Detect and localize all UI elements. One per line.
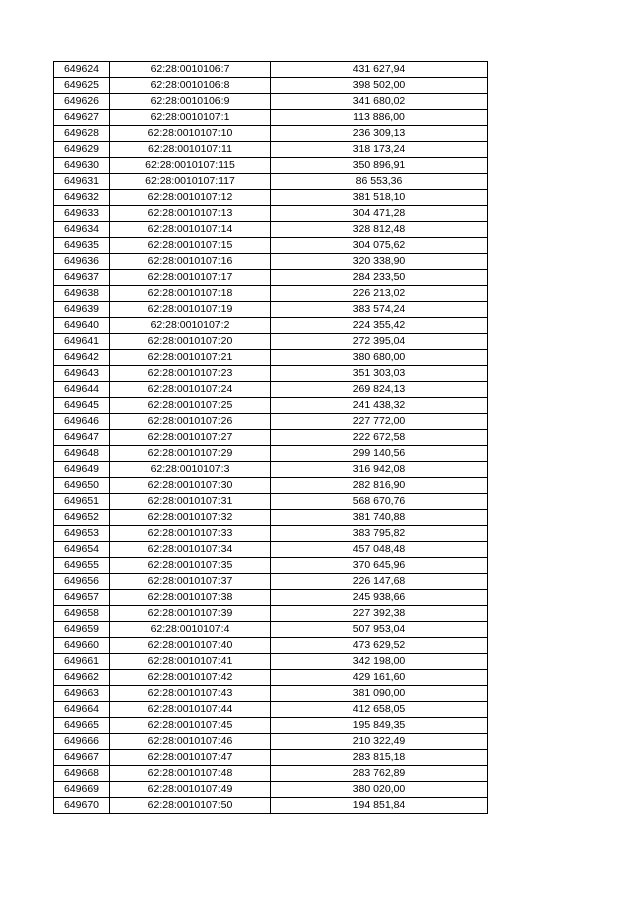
table-row (54, 478, 488, 494)
cadastral-number-cell: 62:28:0010107:25 (110, 398, 271, 414)
row-id-cell: 649647 (54, 430, 110, 446)
cadastral-value-cell: 224 355,42 (271, 318, 488, 334)
table-row (54, 302, 488, 318)
cadastral-value-cell: 195 849,35 (271, 718, 488, 734)
table-row (54, 78, 488, 94)
cadastral-number-cell: 62:28:0010107:41 (110, 654, 271, 670)
cadastral-number-cell: 62:28:0010107:50 (110, 798, 271, 814)
row-id-cell: 649653 (54, 526, 110, 542)
cadastral-number-cell: 62:28:0010107:40 (110, 638, 271, 654)
cadastral-number-cell: 62:28:0010107:10 (110, 126, 271, 142)
row-id-cell: 649636 (54, 254, 110, 270)
table-row (54, 350, 488, 366)
table-row (54, 606, 488, 622)
table-row (54, 590, 488, 606)
row-id-cell: 649667 (54, 750, 110, 766)
cadastral-value-cell: 304 075,62 (271, 238, 488, 254)
row-id-cell: 649634 (54, 222, 110, 238)
table-row (54, 798, 488, 814)
cadastral-number-cell: 62:28:0010107:49 (110, 782, 271, 798)
cadastral-number-cell: 62:28:0010107:18 (110, 286, 271, 302)
table-row (54, 734, 488, 750)
cadastral-value-cell: 398 502,00 (271, 78, 488, 94)
table-row (54, 750, 488, 766)
cadastral-value-cell: 507 953,04 (271, 622, 488, 638)
cadastral-value-cell: 316 942,08 (271, 462, 488, 478)
cadastral-value-cell: 269 824,13 (271, 382, 488, 398)
table-row (54, 238, 488, 254)
cadastral-number-cell: 62:28:0010107:15 (110, 238, 271, 254)
cadastral-number-cell: 62:28:0010106:8 (110, 78, 271, 94)
cadastral-number-cell: 62:28:0010107:33 (110, 526, 271, 542)
cadastral-value-cell: 342 198,00 (271, 654, 488, 670)
cadastral-value-cell: 283 762,89 (271, 766, 488, 782)
row-id-cell: 649629 (54, 142, 110, 158)
row-id-cell: 649640 (54, 318, 110, 334)
cadastral-value-cell: 568 670,76 (271, 494, 488, 510)
cadastral-value-cell: 210 322,49 (271, 734, 488, 750)
cadastral-number-cell: 62:28:0010106:9 (110, 94, 271, 110)
cadastral-number-cell: 62:28:0010107:23 (110, 366, 271, 382)
cadastral-number-cell: 62:28:0010107:19 (110, 302, 271, 318)
row-id-cell: 649657 (54, 590, 110, 606)
cadastral-value-cell: 86 553,36 (271, 174, 488, 190)
cadastral-value-cell: 320 338,90 (271, 254, 488, 270)
cadastral-value-cell: 350 896,91 (271, 158, 488, 174)
cadastral-number-cell: 62:28:0010107:11 (110, 142, 271, 158)
cadastral-value-cell: 341 680,02 (271, 94, 488, 110)
row-id-cell: 649638 (54, 286, 110, 302)
cadastral-number-cell: 62:28:0010107:39 (110, 606, 271, 622)
cadastral-number-cell: 62:28:0010107:29 (110, 446, 271, 462)
row-id-cell: 649628 (54, 126, 110, 142)
table-row (54, 190, 488, 206)
cadastral-value-cell: 318 173,24 (271, 142, 488, 158)
cadastral-value-cell: 284 233,50 (271, 270, 488, 286)
table-row (54, 654, 488, 670)
cadastral-number-cell: 62:28:0010107:4 (110, 622, 271, 638)
table-row (54, 718, 488, 734)
cadastral-value-cell: 473 629,52 (271, 638, 488, 654)
row-id-cell: 649651 (54, 494, 110, 510)
cadastral-number-cell: 62:28:0010107:32 (110, 510, 271, 526)
cadastral-number-cell: 62:28:0010107:117 (110, 174, 271, 190)
cadastral-number-cell: 62:28:0010107:115 (110, 158, 271, 174)
table-row (54, 414, 488, 430)
cadastral-number-cell: 62:28:0010107:24 (110, 382, 271, 398)
cadastral-value-cell: 272 395,04 (271, 334, 488, 350)
row-id-cell: 649656 (54, 574, 110, 590)
row-id-cell: 649666 (54, 734, 110, 750)
cadastral-number-cell: 62:28:0010107:37 (110, 574, 271, 590)
cadastral-value-cell: 299 140,56 (271, 446, 488, 462)
cadastral-value-cell: 383 795,82 (271, 526, 488, 542)
cadastral-value-cell: 227 772,00 (271, 414, 488, 430)
row-id-cell: 649655 (54, 558, 110, 574)
cadastral-number-cell: 62:28:0010107:45 (110, 718, 271, 734)
row-id-cell: 649642 (54, 350, 110, 366)
row-id-cell: 649643 (54, 366, 110, 382)
row-id-cell: 649644 (54, 382, 110, 398)
cadastral-value-cell: 412 658,05 (271, 702, 488, 718)
cadastral-number-cell: 62:28:0010107:14 (110, 222, 271, 238)
table-row (54, 670, 488, 686)
cadastral-number-cell: 62:28:0010107:46 (110, 734, 271, 750)
row-id-cell: 649624 (54, 62, 110, 78)
table-row (54, 206, 488, 222)
table-row (54, 366, 488, 382)
cadastral-value-cell: 113 886,00 (271, 110, 488, 126)
row-id-cell: 649650 (54, 478, 110, 494)
table-row (54, 382, 488, 398)
table-row (54, 494, 488, 510)
table-row (54, 62, 488, 78)
cadastral-value-cell: 241 438,32 (271, 398, 488, 414)
row-id-cell: 649659 (54, 622, 110, 638)
row-id-cell: 649649 (54, 462, 110, 478)
cadastral-number-cell: 62:28:0010107:30 (110, 478, 271, 494)
cadastral-value-cell: 380 680,00 (271, 350, 488, 366)
table-row (54, 766, 488, 782)
row-id-cell: 649645 (54, 398, 110, 414)
table-row (54, 622, 488, 638)
table-row (54, 702, 488, 718)
table-row (54, 446, 488, 462)
cadastral-value-cell: 429 161,60 (271, 670, 488, 686)
table-row (54, 542, 488, 558)
table-row (54, 510, 488, 526)
row-id-cell: 649660 (54, 638, 110, 654)
cadastral-number-cell: 62:28:0010107:44 (110, 702, 271, 718)
table-row (54, 94, 488, 110)
row-id-cell: 649641 (54, 334, 110, 350)
cadastral-number-cell: 62:28:0010107:42 (110, 670, 271, 686)
cadastral-number-cell: 62:28:0010107:27 (110, 430, 271, 446)
cadastral-value-cell: 380 020,00 (271, 782, 488, 798)
cadastral-value-cell: 283 815,18 (271, 750, 488, 766)
cadastral-number-cell: 62:28:0010107:21 (110, 350, 271, 366)
row-id-cell: 649648 (54, 446, 110, 462)
cadastral-value-cell: 381 090,00 (271, 686, 488, 702)
cadastral-value-cell: 304 471,28 (271, 206, 488, 222)
cadastral-number-cell: 62:28:0010107:20 (110, 334, 271, 350)
row-id-cell: 649662 (54, 670, 110, 686)
row-id-cell: 649652 (54, 510, 110, 526)
cadastral-value-cell: 381 518,10 (271, 190, 488, 206)
table-row (54, 526, 488, 542)
table-row (54, 430, 488, 446)
cadastral-number-cell: 62:28:0010107:3 (110, 462, 271, 478)
table-row (54, 222, 488, 238)
table-row (54, 126, 488, 142)
table-row (54, 462, 488, 478)
table-row (54, 286, 488, 302)
cadastral-number-cell: 62:28:0010107:16 (110, 254, 271, 270)
cadastral-number-cell: 62:28:0010107:38 (110, 590, 271, 606)
table-row (54, 334, 488, 350)
cadastral-value-cell: 457 048,48 (271, 542, 488, 558)
row-id-cell: 649663 (54, 686, 110, 702)
row-id-cell: 649637 (54, 270, 110, 286)
row-id-cell: 649630 (54, 158, 110, 174)
cadastral-number-cell: 62:28:0010107:35 (110, 558, 271, 574)
cadastral-number-cell: 62:28:0010107:12 (110, 190, 271, 206)
row-id-cell: 649625 (54, 78, 110, 94)
row-id-cell: 649626 (54, 94, 110, 110)
table-row (54, 158, 488, 174)
table-row (54, 686, 488, 702)
row-id-cell: 649668 (54, 766, 110, 782)
row-id-cell: 649669 (54, 782, 110, 798)
table-row (54, 254, 488, 270)
cadastral-value-cell: 431 627,94 (271, 62, 488, 78)
row-id-cell: 649670 (54, 798, 110, 814)
table-row (54, 782, 488, 798)
cadastral-value-cell: 328 812,48 (271, 222, 488, 238)
cadastral-number-cell: 62:28:0010107:34 (110, 542, 271, 558)
cadastral-number-cell: 62:28:0010107:13 (110, 206, 271, 222)
cadastral-number-cell: 62:28:0010107:1 (110, 110, 271, 126)
row-id-cell: 649631 (54, 174, 110, 190)
cadastral-number-cell: 62:28:0010107:17 (110, 270, 271, 286)
cadastral-number-cell: 62:28:0010107:31 (110, 494, 271, 510)
row-id-cell: 649627 (54, 110, 110, 126)
row-id-cell: 649633 (54, 206, 110, 222)
row-id-cell: 649664 (54, 702, 110, 718)
cadastral-number-cell: 62:28:0010107:2 (110, 318, 271, 334)
table-row (54, 110, 488, 126)
cadastral-value-cell: 282 816,90 (271, 478, 488, 494)
cadastral-value-cell: 194 851,84 (271, 798, 488, 814)
cadastral-number-cell: 62:28:0010106:7 (110, 62, 271, 78)
row-id-cell: 649658 (54, 606, 110, 622)
cadastral-value-cell: 383 574,24 (271, 302, 488, 318)
cadastral-value-cell: 236 309,13 (271, 126, 488, 142)
table-row (54, 318, 488, 334)
cadastral-number-cell: 62:28:0010107:47 (110, 750, 271, 766)
row-id-cell: 649639 (54, 302, 110, 318)
row-id-cell: 649632 (54, 190, 110, 206)
cadastral-value-cell: 226 213,02 (271, 286, 488, 302)
cadastral-number-cell: 62:28:0010107:48 (110, 766, 271, 782)
table-row (54, 638, 488, 654)
table-row (54, 558, 488, 574)
cadastral-value-cell: 370 645,96 (271, 558, 488, 574)
cadastral-value-table (53, 61, 488, 814)
cadastral-value-cell: 222 672,58 (271, 430, 488, 446)
cadastral-value-cell: 351 303,03 (271, 366, 488, 382)
row-id-cell: 649661 (54, 654, 110, 670)
row-id-cell: 649635 (54, 238, 110, 254)
table-row (54, 270, 488, 286)
cadastral-number-cell: 62:28:0010107:43 (110, 686, 271, 702)
cadastral-value-cell: 227 392,38 (271, 606, 488, 622)
table-row (54, 174, 488, 190)
table-row (54, 142, 488, 158)
cadastral-value-cell: 381 740,88 (271, 510, 488, 526)
cadastral-number-cell: 62:28:0010107:26 (110, 414, 271, 430)
table-row (54, 574, 488, 590)
row-id-cell: 649665 (54, 718, 110, 734)
table-row (54, 398, 488, 414)
cadastral-value-cell: 226 147,68 (271, 574, 488, 590)
row-id-cell: 649646 (54, 414, 110, 430)
row-id-cell: 649654 (54, 542, 110, 558)
cadastral-value-cell: 245 938,66 (271, 590, 488, 606)
table-body (54, 62, 488, 814)
